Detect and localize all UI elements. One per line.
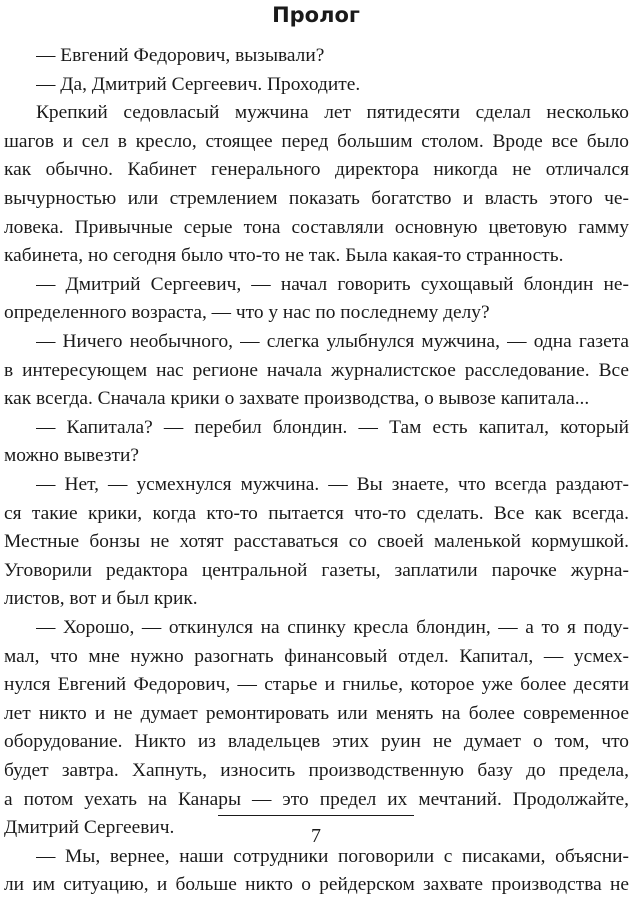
- text-line: как всегда. Сначала крики о захвате производства, о вывозе капитала...: [4, 388, 590, 410]
- page-number: 7: [311, 825, 321, 847]
- text-line: можно вывезти?: [4, 445, 139, 467]
- text-line: — Нет, — усмехнулся мужчина. — Вы знаете, что всегда раздают-: [36, 474, 629, 495]
- text-line: а потом уехать на Канары — это предел их мечтаний. Продолжайте,: [4, 788, 629, 810]
- text-line: ли им ситуацию, и больше никто о рейдерском захвате производства не: [4, 874, 629, 896]
- text-line: — Хорошо, — откинулся на спинку кресла блондин, — а то я поду-: [36, 617, 629, 638]
- text-line: вычурностью или стремлением показать богатство и власть этого че-: [4, 188, 629, 209]
- text-line: — Дмитрий Сергеевич, — начал говорить сухощавый блондин не-: [36, 273, 629, 295]
- text-line: Местные бонзы не хотят расставаться со своей маленькой кормушкой.: [4, 531, 629, 553]
- text-line: в интересующем нас регионе начала журналистское расследование. Все: [4, 359, 629, 381]
- text-line: определенного возраста, — что у нас по последнему делу?: [4, 302, 490, 324]
- text-line: Уговорили редактора центральной газеты, заплатили парочке журна-: [4, 559, 629, 581]
- footer-rule: [218, 815, 414, 816]
- text-line: как обычно. Кабинет генерального директора никогда не отличался: [4, 159, 629, 181]
- text-line: ся такие крики, когда кто-то пытается что-то сделать. Все как всегда.: [4, 502, 629, 524]
- text-line: мал, что мне нужно разогнать финансовый отдел. Капитал, — усмех-: [4, 645, 629, 667]
- text-line: Крепкий седовласый мужчина лет пятидесяти сделал несколько: [36, 102, 629, 124]
- text-line: оборудование. Никто из владельцев этих руин не думает о том, что: [4, 731, 629, 753]
- text-line: Дмитрий Сергеевич.: [4, 817, 175, 839]
- text-line: — Ничего необычного, — слегка улыбнулся мужчина, — одна газета: [36, 331, 629, 352]
- text-line: — Мы, вернее, наши сотрудники поговорили с писаками, объясни-: [36, 845, 629, 867]
- text-line: — Евгений Федорович, вызывали?: [36, 45, 325, 66]
- text-line: кабинета, но сегодня было что-то не так. Была какая-то странность.: [4, 245, 564, 267]
- text-line: лет никто и не думает ремонтировать или менять на более современное: [4, 702, 629, 724]
- text-line: будет завтра. Хапнуть, износить производственную базу до предела,: [4, 760, 629, 781]
- text-line: ловека. Привычные серые тона составляли основную цветовую гамму: [4, 216, 629, 238]
- text-line: — Да, Дмитрий Сергеевич. Проходите.: [36, 73, 361, 95]
- text-line: нулся Евгений Федорович, — старье и гнилье, которое уже более десяти: [4, 674, 629, 696]
- chapter-title: Пролог: [272, 3, 360, 27]
- text-line: — Капитала? — перебил блондин. — Там есть капитал, который: [36, 416, 629, 438]
- text-line: листов, вот и был крик.: [4, 588, 198, 610]
- text-line: шагов и сел в кресло, стоящее перед большим столом. Вроде все было: [4, 130, 629, 152]
